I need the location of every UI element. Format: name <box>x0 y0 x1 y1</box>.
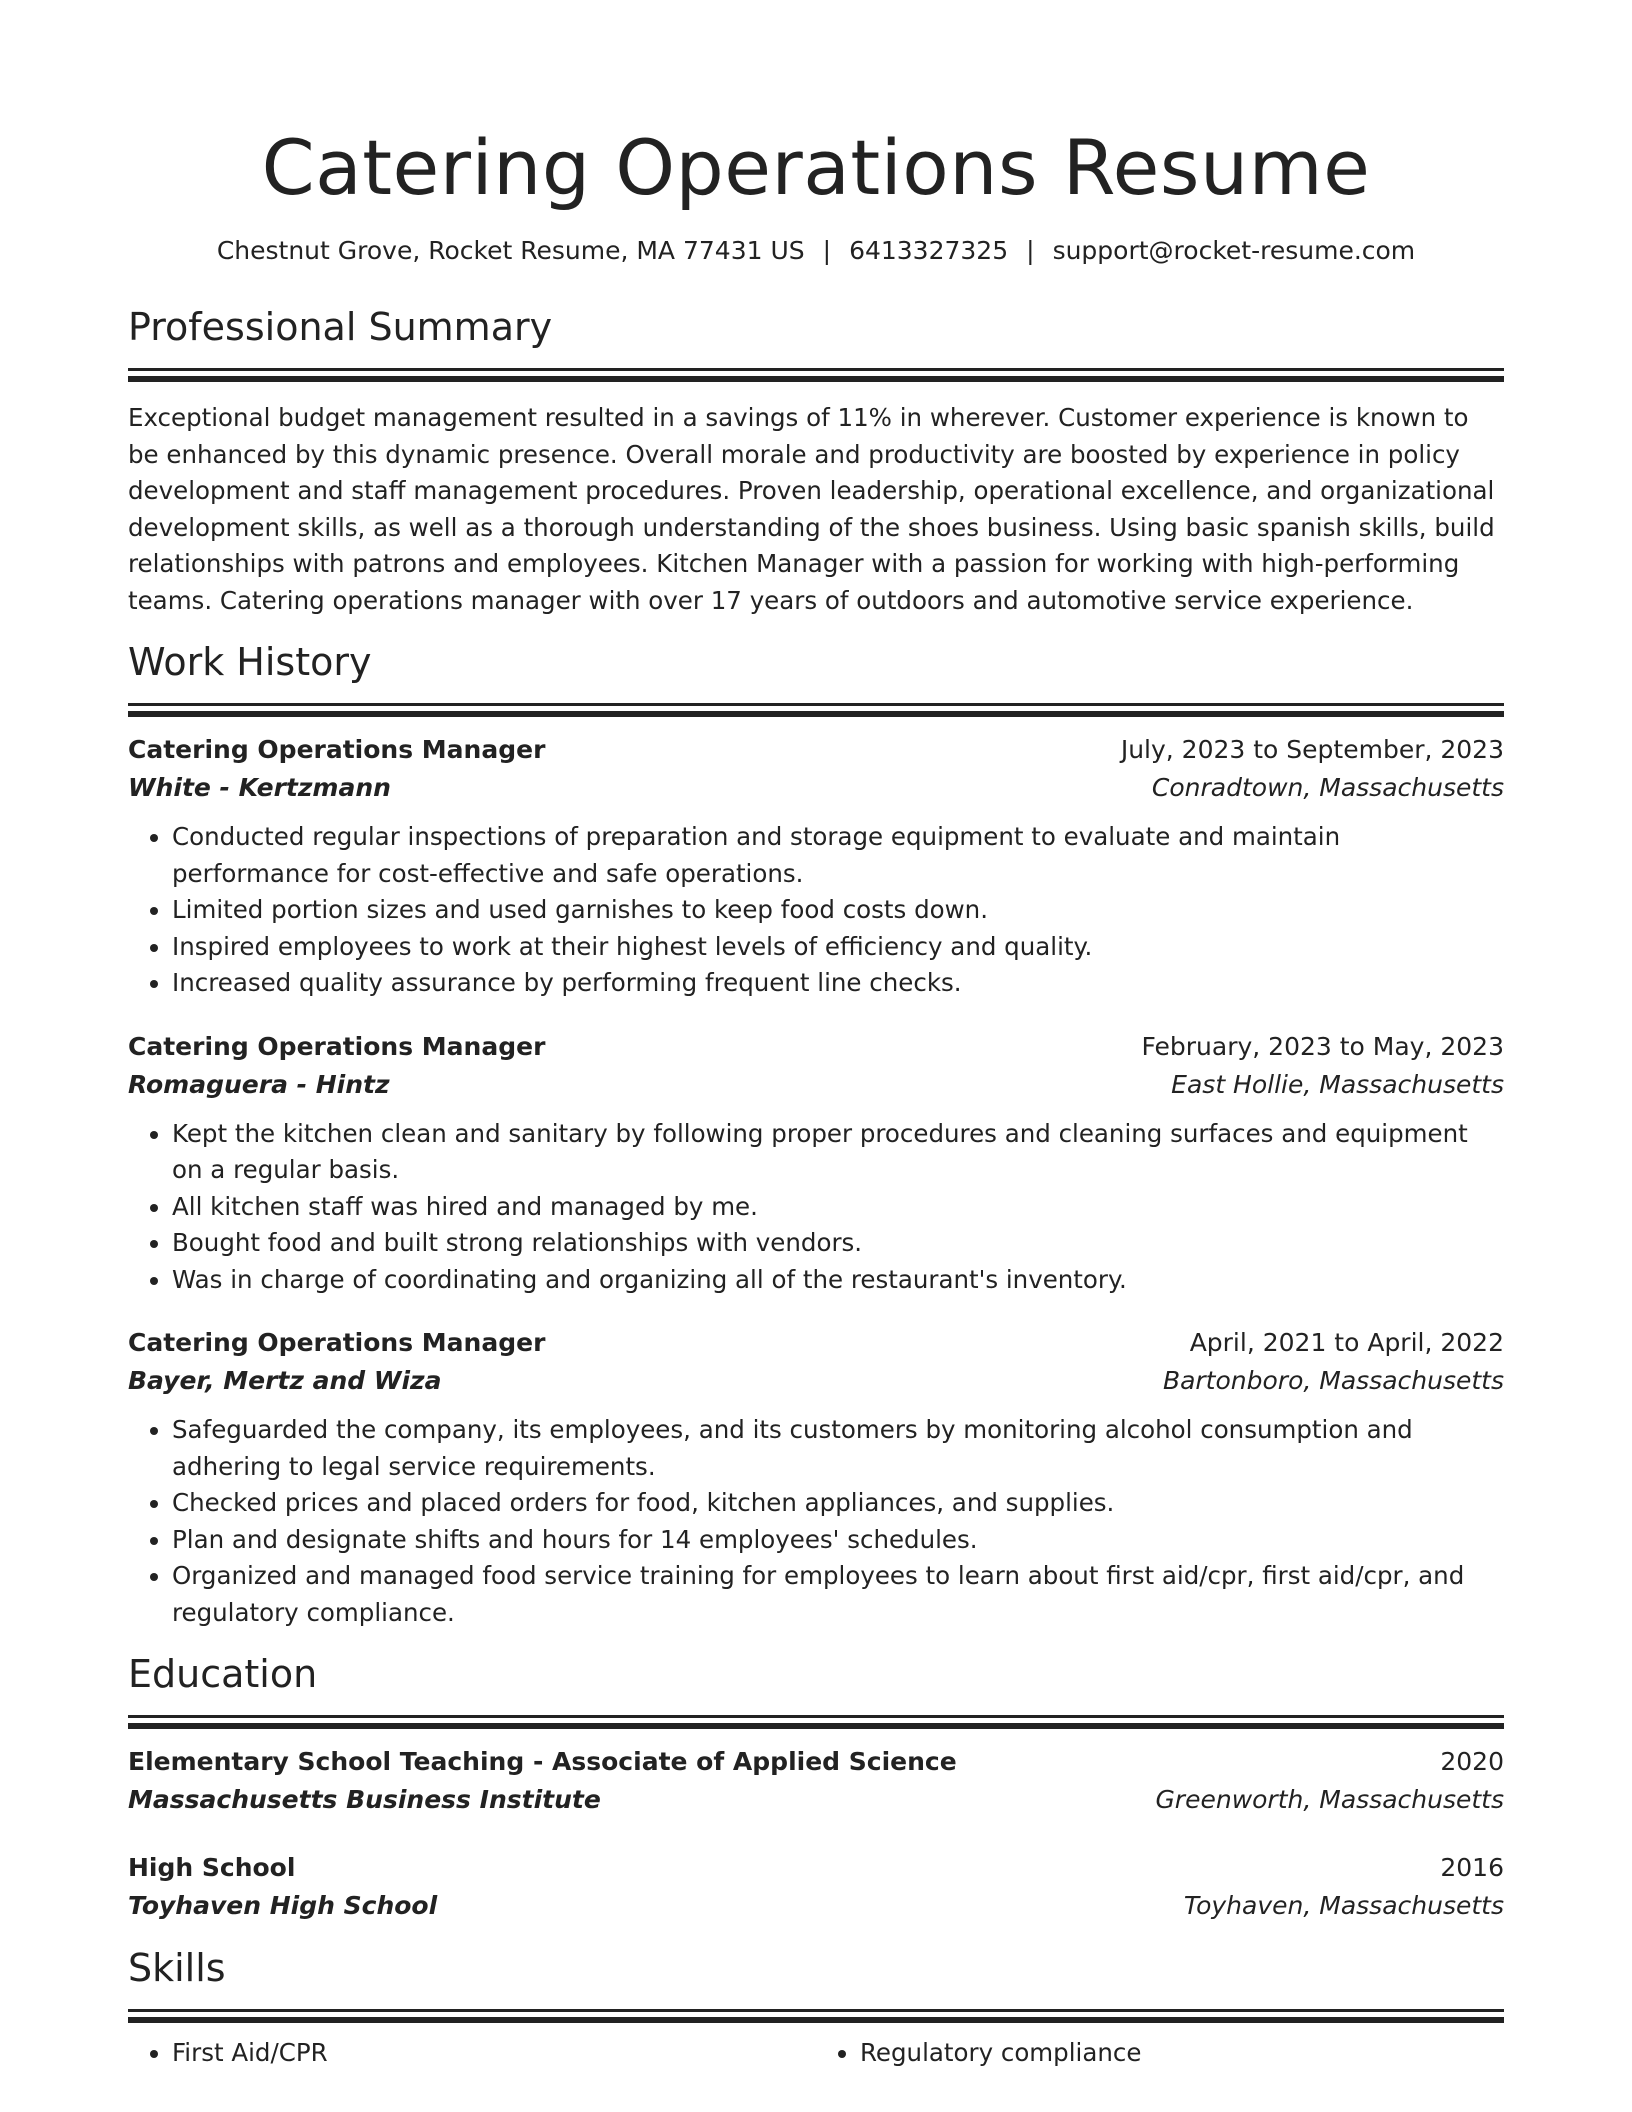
section-heading-education: Education <box>128 1652 318 1696</box>
job-bullet: • Conducted regular inspections of preparation and storage equipment to evaluate and maintain performance for cost-effective and safe operations. <box>172 819 1504 892</box>
resume-title: Catering Operations Resume <box>261 123 1371 212</box>
section-heading-summary: Professional Summary <box>128 305 553 349</box>
section-divider <box>128 368 1504 371</box>
job-bullet: • Kept the kitchen clean and sanitary by following proper procedures and cleaning surfaces and equipment on a regular basis. <box>172 1116 1504 1189</box>
education-header-row <box>128 1743 1504 1781</box>
skills-section <box>128 1943 1504 2072</box>
education-school-row <box>128 1887 1504 1925</box>
job-bullet: • All kitchen staff was hired and managed by me. <box>172 1189 1504 1226</box>
skills-column-right <box>816 2035 1504 2072</box>
contact-separator: | <box>822 236 832 265</box>
education-degree: High School <box>128 1853 296 1882</box>
education-location: Greenworth, Massachusetts <box>1155 1785 1504 1814</box>
section-divider-thick <box>128 2017 1504 2023</box>
section-divider <box>128 2009 1504 2012</box>
job-bullet: • Increased quality assurance by performing frequent line checks. <box>172 965 1504 1002</box>
job-bullet: • Checked prices and placed orders for food, kitchen appliances, and supplies. <box>172 1485 1504 1522</box>
section-divider-thick <box>128 376 1504 382</box>
skill-item: • Regulatory compliance <box>860 2035 1504 2072</box>
education-section <box>128 1649 1504 1925</box>
section-heading-work-history: Work History <box>128 640 372 684</box>
education-location: Toyhaven, Massachusetts <box>1183 1891 1504 1920</box>
section-divider <box>128 703 1504 706</box>
job-bullet: • Plan and designate shifts and hours for 14 employees' schedules. <box>172 1522 1504 1559</box>
contact-email[interactable]: support@rocket-resume.com <box>1052 236 1416 265</box>
section-divider-thick <box>128 1723 1504 1729</box>
work-history-section <box>128 637 1504 1631</box>
job-company: Romaguera - Hintz <box>128 1069 390 1099</box>
job-title: Catering Operations Manager <box>128 1328 546 1357</box>
education-degree: Elementary School Teaching - Associate of Applied Science <box>128 1747 957 1776</box>
job-dates: July, 2023 to September, 2023 <box>1120 735 1504 764</box>
job-bullets <box>128 1412 1504 1631</box>
job-bullet: • Safeguarded the company, its employees, and its customers by monitoring alcohol consumption and adhering to legal service requirements. <box>172 1412 1504 1485</box>
job-company-row <box>128 769 1504 807</box>
job-company: White - Kertzmann <box>128 773 391 802</box>
contact-line <box>128 234 1504 268</box>
section-divider <box>128 1715 1504 1718</box>
job-bullet: • Limited portion sizes and used garnishes to keep food costs down. <box>172 892 1504 929</box>
job-company: Bayer, Mertz and Wiza <box>128 1366 442 1395</box>
contact-phone: 6413327325 <box>849 236 1009 265</box>
job-bullet: • Inspired employees to work at their highest levels of efficiency and quality. <box>172 929 1504 966</box>
job-header-row <box>128 1324 1504 1362</box>
job-dates: April, 2021 to April, 2022 <box>1189 1328 1504 1357</box>
job-bullet: • Was in charge of coordinating and organizing all of the restaurant's inventory. <box>172 1262 1504 1299</box>
summary-section <box>128 302 1504 619</box>
job-location: Conradtown, Massachusetts <box>1151 773 1504 802</box>
contact-separator: | <box>1026 236 1035 265</box>
skills-column-left <box>128 2035 816 2072</box>
job-title: Catering Operations Manager <box>128 735 546 764</box>
education-school: Toyhaven High School <box>128 1891 438 1920</box>
education-entry <box>128 1849 1504 1925</box>
education-school: Massachusetts Business Institute <box>128 1785 601 1814</box>
job-entry <box>128 1028 1504 1299</box>
job-company-row <box>128 1362 1504 1400</box>
skills-list <box>128 2035 1504 2072</box>
job-title: Catering Operations Manager <box>128 1031 546 1061</box>
education-year: 2020 <box>1440 1747 1504 1776</box>
job-bullets <box>128 1116 1504 1299</box>
education-entry <box>128 1743 1504 1819</box>
education-year: 2016 <box>1440 1853 1504 1882</box>
job-entry <box>128 1324 1504 1631</box>
job-bullet: • Organized and managed food service training for employees to learn about first aid/cpr, first aid/cpr, and regulatory compliance. <box>172 1558 1504 1631</box>
job-bullets <box>128 819 1504 1002</box>
job-header-row <box>128 1028 1504 1066</box>
section-divider-thick <box>128 711 1504 717</box>
job-company-row <box>128 1066 1504 1104</box>
education-school-row <box>128 1781 1504 1819</box>
section-heading-skills: Skills <box>128 1946 226 1990</box>
job-entry <box>128 731 1504 1002</box>
contact-address: Chestnut Grove, Rocket Resume, MA 77431 US <box>216 236 805 265</box>
skill-item: • First Aid/CPR <box>172 2035 816 2072</box>
job-location: East Hollie, Massachusetts <box>1171 1069 1504 1099</box>
education-header-row <box>128 1849 1504 1887</box>
summary-paragraph: Exceptional budget management resulted in a savings of 11% in wherever. Customer experience is known to be enhanced by this dynamic presence. Overall morale and productivity are boosted by experience in policy development and staff management procedures. Proven leadership, operational excellence, and organizational development skills, as well as a thorough understanding of the shoes business. Using basic spanish skills, build relationships with patrons and employees. Kitchen Manager with a passion for working with high-performing teams. Catering operations manager with over 17 years of outdoors and automotive service experience. <box>128 403 1495 615</box>
job-location: Bartonboro, Massachusetts <box>1162 1366 1504 1395</box>
job-bullet: • Bought food and built strong relationships with vendors. <box>172 1225 1504 1262</box>
job-dates: February, 2023 to May, 2023 <box>1141 1031 1504 1061</box>
job-header-row <box>128 731 1504 769</box>
